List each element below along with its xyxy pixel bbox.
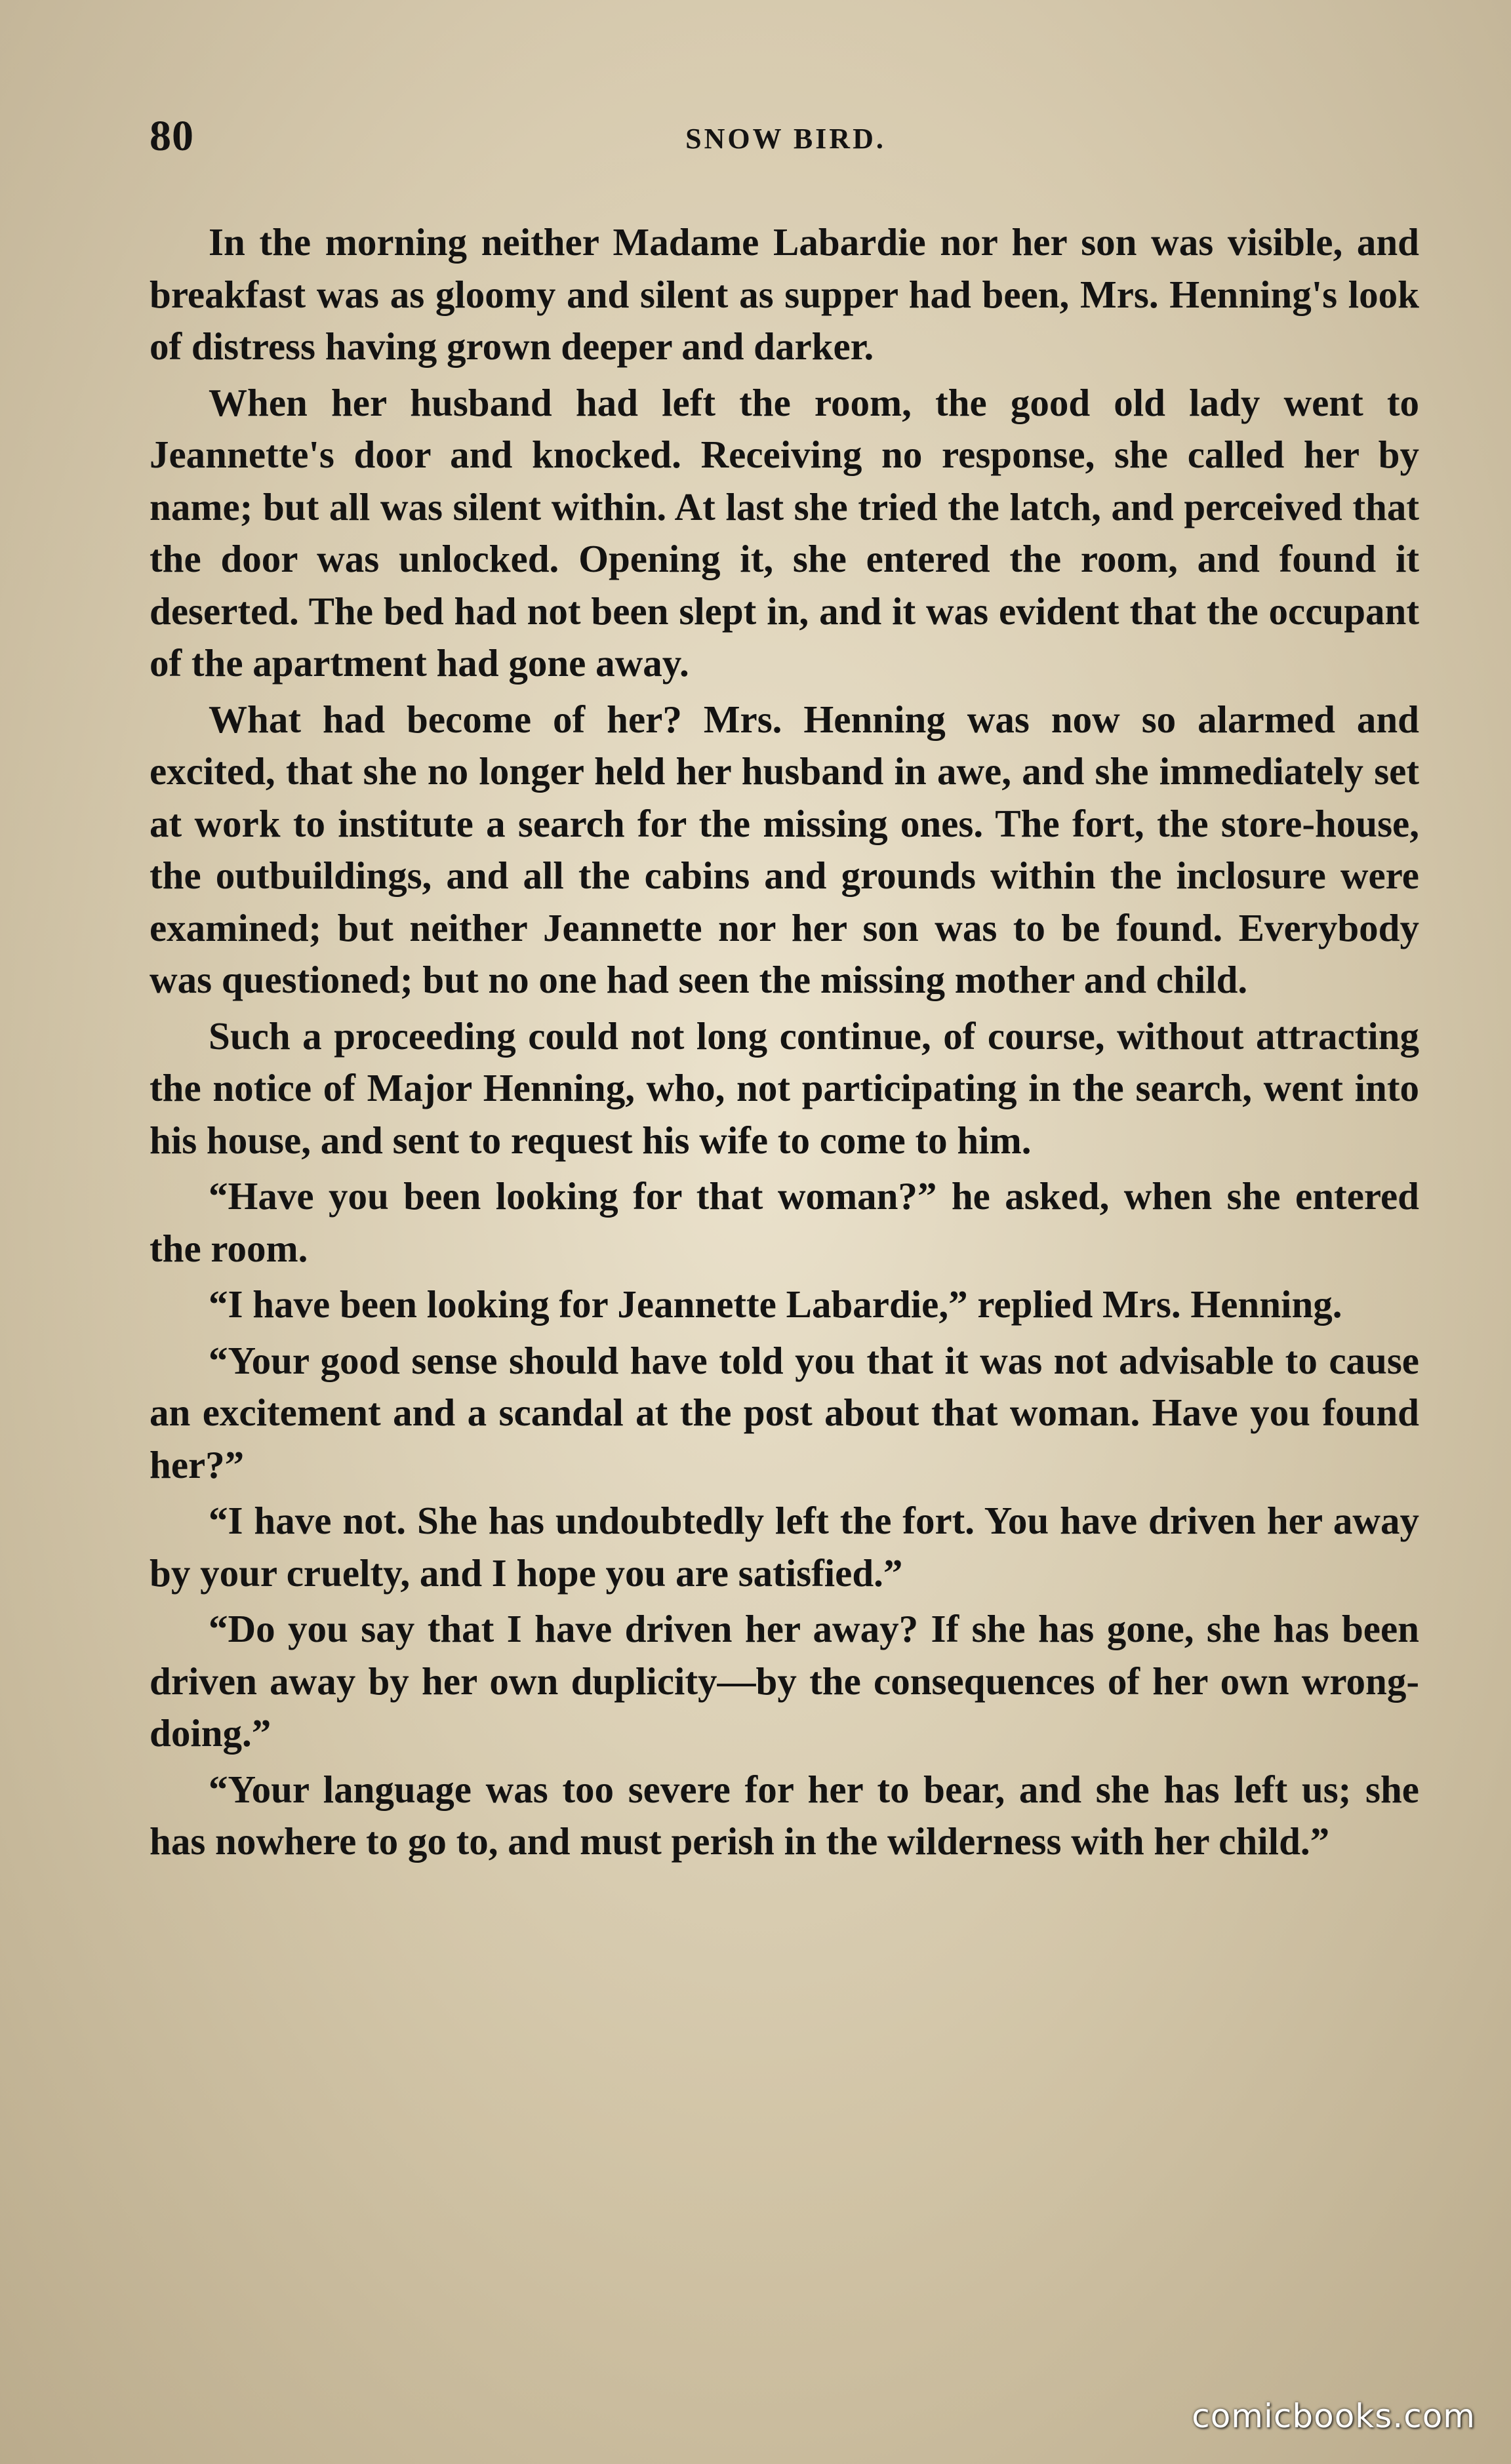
paragraph: “I have been looking for Jeannette Labardie,” replied Mrs. Henning. bbox=[209, 1282, 1342, 1326]
paragraph: “Do you say that I have driven her away? If she has gone, she has been driven away by her own duplicity—by the consequences of her own wrong-doing.” bbox=[150, 1607, 1419, 1755]
page-number: 80 bbox=[150, 112, 194, 160]
paragraph: “Have you been looking for that woman?” he asked, when she entered the room. bbox=[150, 1174, 1419, 1270]
body-text bbox=[150, 216, 1419, 1872]
paragraph: “Your language was too severe for her to bear, and she has left us; she has nowhere to go to, and must perish in the wilderness with her child.” bbox=[150, 1767, 1419, 1863]
watermark: comicbooks.com bbox=[1192, 2397, 1476, 2435]
paragraph: What had become of her? Mrs. Henning was now so alarmed and excited, that she no longer held her husband in awe, and she immediately set at work to institute a search for the missing ones. The fort, the store-house, the outbuildings, and all the cabins and grounds within the inclosure were examined; but neither Jeannette nor her son was to be found. Everybody was questioned; but no one had seen the missing mother and child. bbox=[150, 697, 1419, 1001]
running-head bbox=[150, 111, 1422, 164]
paragraph: “Your good sense should have told you that it was not advisable to cause an excitement and a scandal at the post about that woman. Have you found her?” bbox=[150, 1338, 1419, 1486]
paragraph: Such a proceeding could not long continue, of course, without attracting the notice of Major Henning, who, not participating in the search, went into his house, and sent to request his wife to come to him. bbox=[150, 1014, 1419, 1162]
paragraph: “I have not. She has undoubtedly left the fort. You have driven her away by your cruelty, and I hope you are satisfied.” bbox=[150, 1499, 1419, 1595]
paragraph: In the morning neither Madame Labardie nor her son was visible, and breakfast was as gloomy and silent as supper had been, Mrs. Henning's look of distress having grown deeper and darker. bbox=[150, 220, 1419, 368]
paragraph: When her husband had left the room, the good old lady went to Jeannette's door and knocked. Receiving no response, she called her by name; but all was silent within. At last she tried the latch, and perceived that the door was unlocked. Opening it, she entered the room, and found it deserted. The bed had not been slept in, and it was evident that the occupant of the apartment had gone away. bbox=[150, 380, 1419, 685]
running-title: SNOW BIRD. bbox=[685, 123, 886, 155]
